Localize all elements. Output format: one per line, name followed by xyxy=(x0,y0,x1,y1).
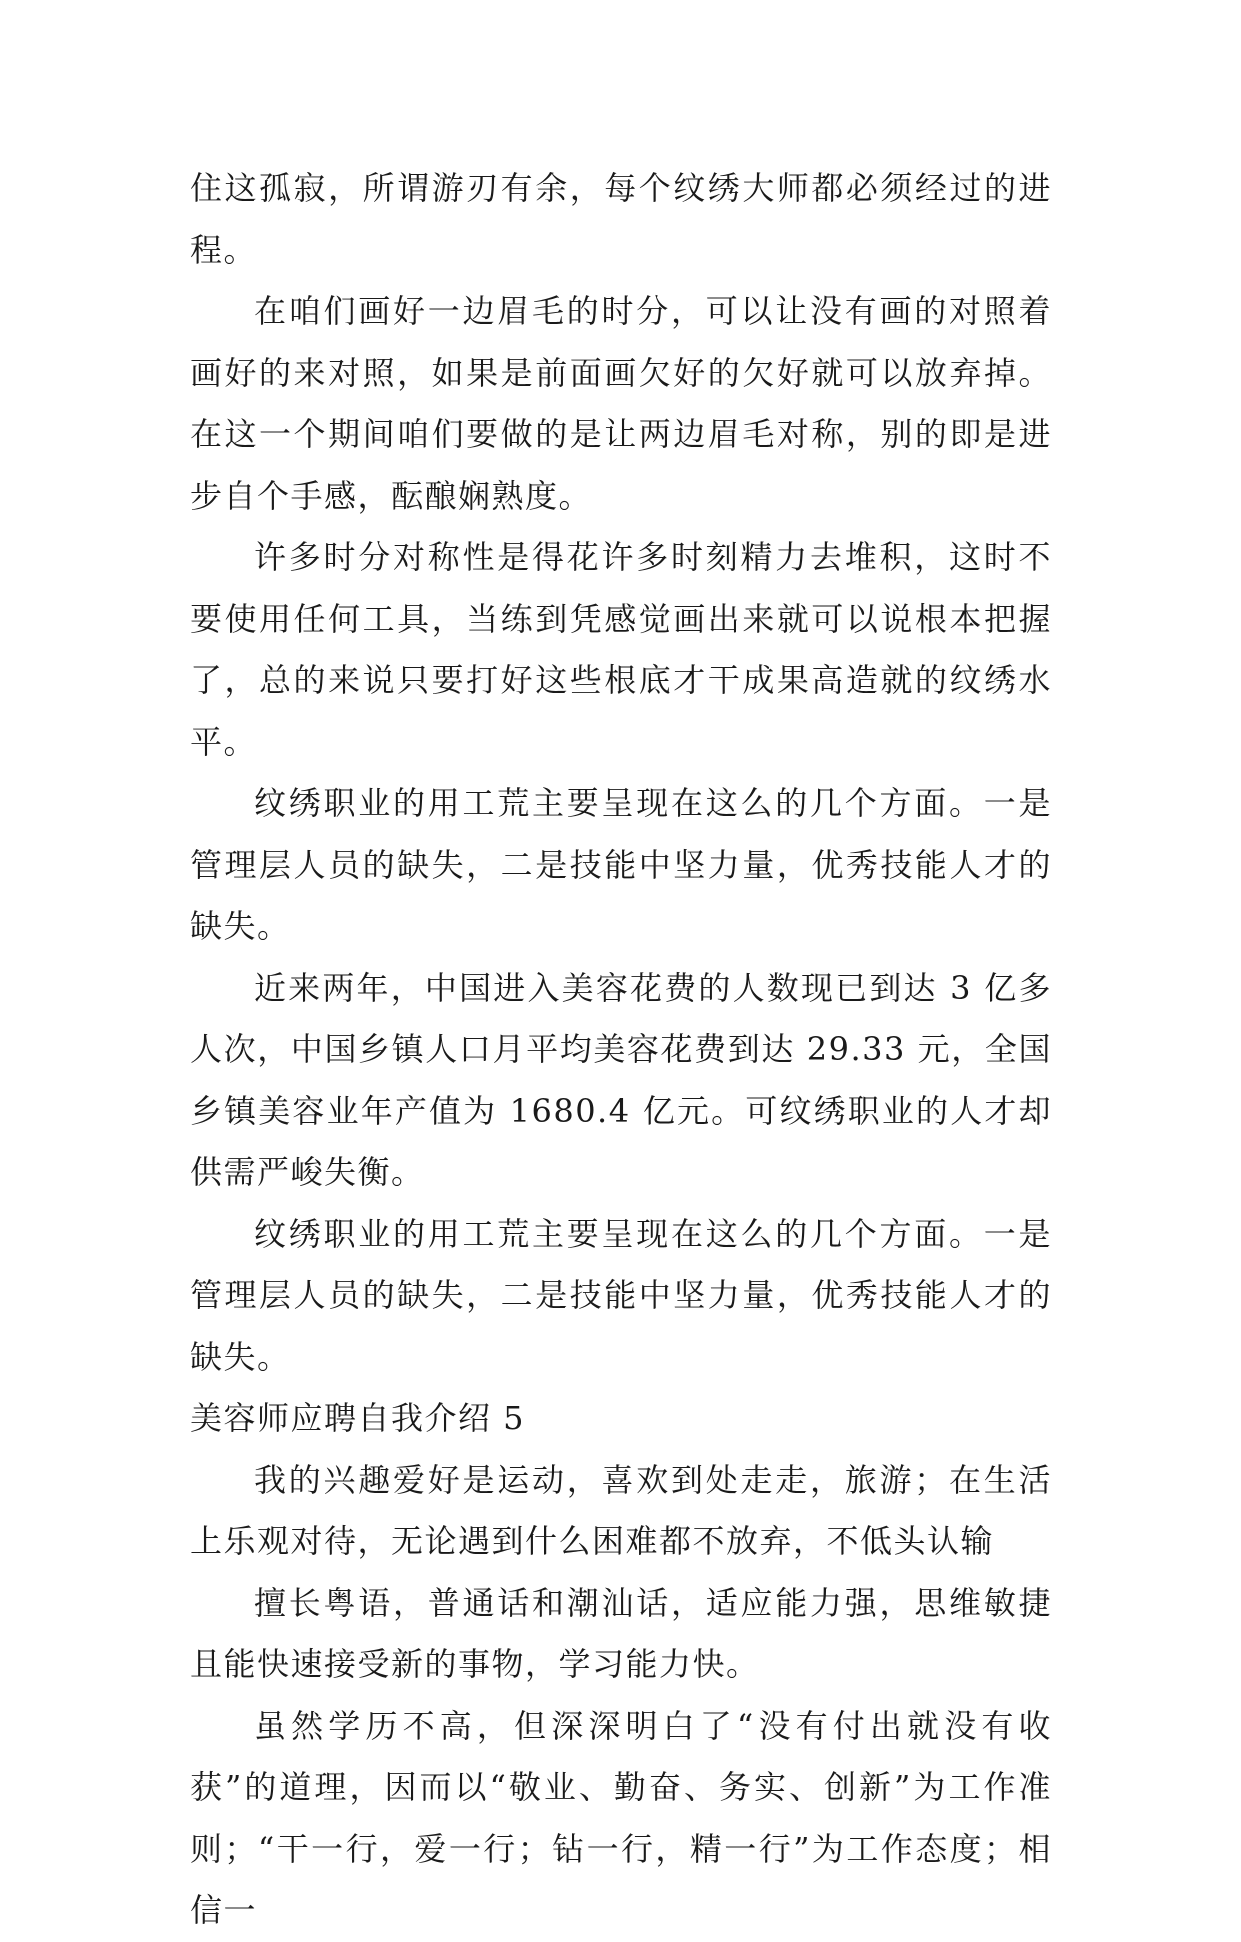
paragraph-continued: 住这孤寂，所谓游刃有余，每个纹绣大师都必须经过的进程。 xyxy=(190,169,1052,269)
paragraph: 我的兴趣爱好是运动，喜欢到处走走，旅游；在生活上乐观对待，无论遇到什么困难都不放弃，不低头认输 xyxy=(190,1460,1052,1560)
paragraph: 近来两年，中国进入美容花费的人数现已到达 3 亿多人次，中国乡镇人口月平均美容花费到达 29.33 元，全国乡镇美容业年产值为 1680.4 亿元。可纹绣职业的人才却供需严峻失衡。 xyxy=(190,968,1052,1191)
paragraph: 许多时分对称性是得花许多时刻精力去堆积，这时不要使用任何工具，当练到凭感觉画出来就可以说根本把握了，总的来说只要打好这些根底才干成果高造就的纹绣水平。 xyxy=(190,538,1052,761)
paragraph: 纹绣职业的用工荒主要呈现在这么的几个方面。一是管理层人员的缺失，二是技能中坚力量，优秀技能人才的缺失。 xyxy=(190,1214,1052,1376)
paragraph: 纹绣职业的用工荒主要呈现在这么的几个方面。一是管理层人员的缺失，二是技能中坚力量，优秀技能人才的缺失。 xyxy=(190,784,1052,945)
paragraph: 擅长粤语，普通话和潮汕话，适应能力强，思维敏捷且能快速接受新的事物，学习能力快。 xyxy=(190,1583,1052,1683)
paragraph: 在咱们画好一边眉毛的时分，可以让没有画的对照着画好的来对照，如果是前面画欠好的欠好就可以放弃掉。在这一个期间咱们要做的是让两边眉毛对称，别的即是进步自个手感，酝酿娴熟度。 xyxy=(190,292,1052,515)
section-heading: 美容师应聘自我介绍 5 xyxy=(190,1399,526,1437)
paragraph: 虽然学历不高，但深深明白了“没有付出就没有收获”的道理，因而以“敬业、勤奋、务实、创新”为工作准则；“干一行，爱一行；钻一行，精一行”为工作态度；相信一 xyxy=(190,1706,1052,1929)
document-body xyxy=(190,158,1052,1942)
